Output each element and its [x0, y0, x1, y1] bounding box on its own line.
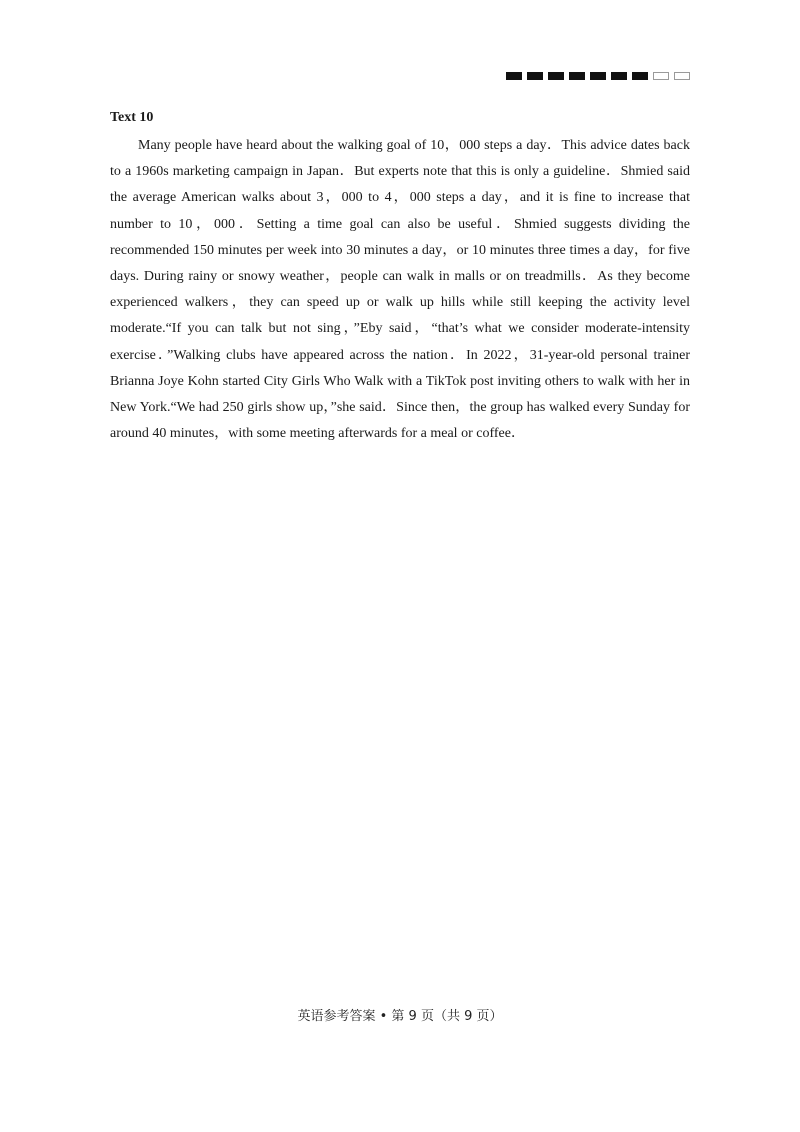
progress-indicator: [506, 72, 690, 80]
section-title: Text 10: [110, 110, 154, 125]
progress-block-filled: [590, 72, 606, 80]
progress-block-empty: [674, 72, 690, 80]
page-footer: 英语参考答案 • 第 9 页（共 9 页）: [297, 1009, 503, 1024]
progress-block-filled: [548, 72, 564, 80]
passage-paragraph: Many people have heard about the walking goal of 10，000 steps a day．This advice dates back to a 1960s marketing campaign in Japan．But experts note that this is only a guideline．Shmied said the average American walks about 3，000 to 4，000 steps a day，and it is fine to increase that number to 10，000．Setting a time goal can also be useful．Shmied suggests dividing the recommended 150 minutes per week into 30 minutes a day，or 10 minutes three times a day，for five days. During rainy or snowy weather，people can walk in malls or on treadmills．As they become experienced walkers，they can speed up or walk up hills while still keeping the activity level moderate.“If you can talk but not sing，”Eby said，“that’s what we consider moderate-intensity exercise．”Walking clubs have appeared across the nation．In 2022，31-year-old personal trainer Brianna Joye Kohn started City Girls Who Walk with a TikTok post inviting others to walk with her in New York.“We had 250 girls show up，”she said．Since then，the group has walked every Sunday for around 40 minutes，with some meeting afterwards for a meal or coffee．: [110, 138, 690, 442]
progress-block-filled: [611, 72, 627, 80]
progress-block-filled: [506, 72, 522, 80]
progress-block-filled: [632, 72, 648, 80]
progress-block-empty: [653, 72, 669, 80]
progress-block-filled: [569, 72, 585, 80]
progress-block-filled: [527, 72, 543, 80]
